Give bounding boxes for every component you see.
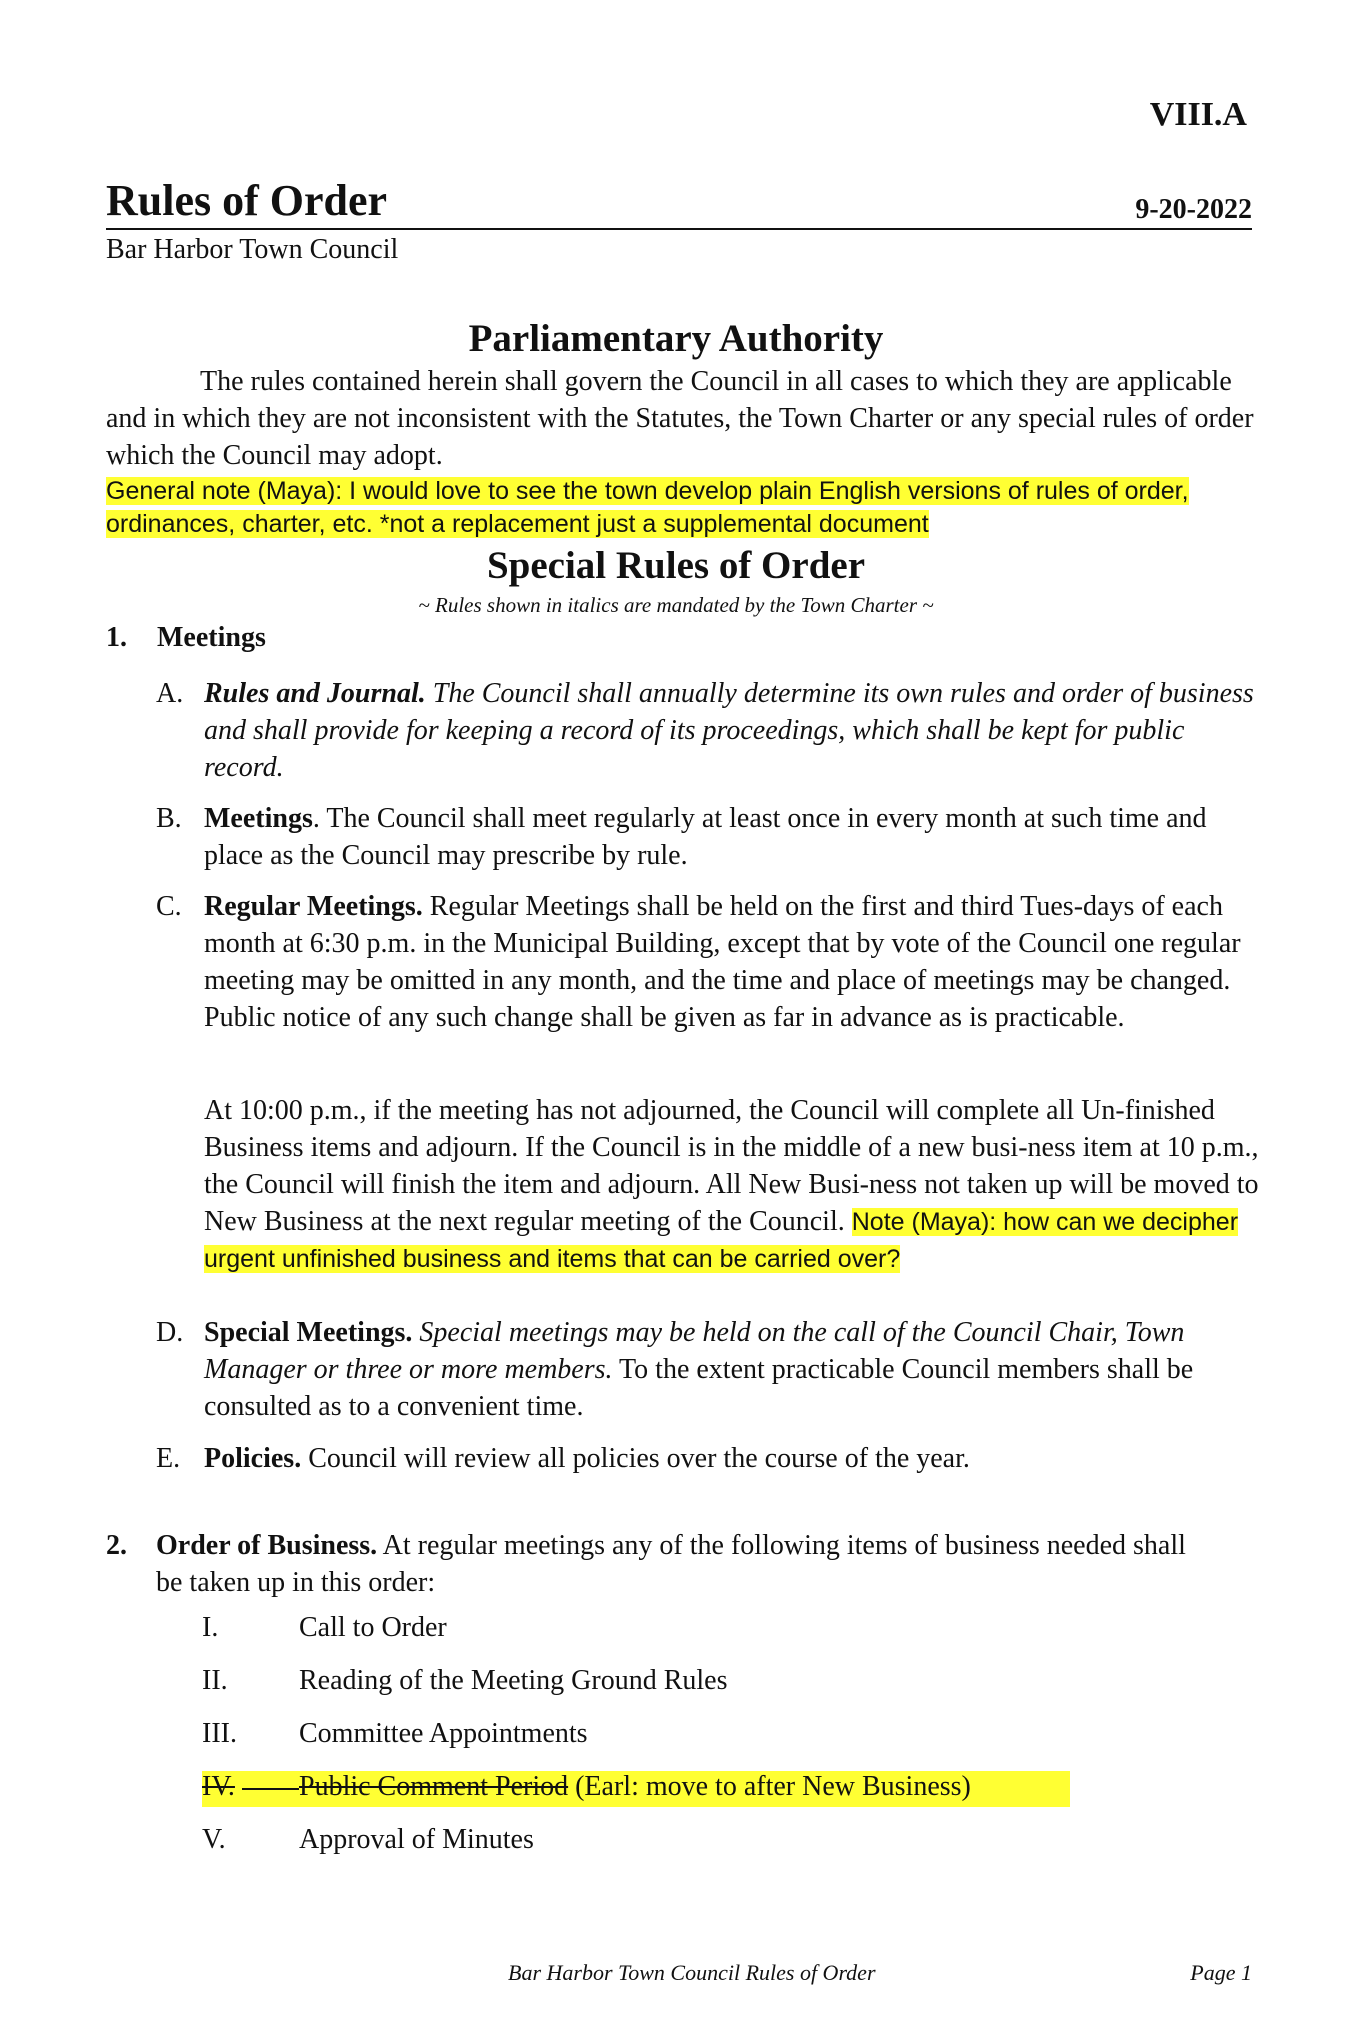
section-id: VIII.A (1149, 96, 1247, 133)
item-text-italic: Special meetings may be held on the call of the Council Chair, Town Manager or three or more members. (204, 1317, 1185, 1385)
earl-comment: (Earl: move to after New Business) (568, 1771, 971, 1802)
document-date: 9-20-2022 (1135, 194, 1252, 225)
section-1-number: 1. (106, 622, 127, 653)
general-note (106, 475, 1226, 541)
item-letter: B. (156, 803, 182, 834)
order-item-text: Approval of Minutes (299, 1824, 534, 1855)
order-item (202, 1612, 1102, 1652)
title-row (106, 178, 1252, 230)
item-text: At 10:00 p.m., if the meeting has not adjourned, the Council will complete all Un-finished Business items and adjourn. If the Council is in the middle of a new busi-ness item at 10 p.m., the Council will finish the item and adjourn. All New Busi-ness not taken up will be moved to New Business at the next regular meeting of the Council. (204, 1095, 1259, 1237)
item-text: . The Council shall meet regularly at least once in every month at such time and place as the Council may prescribe by rule. (204, 803, 1207, 871)
item-letter: A. (156, 678, 184, 709)
section-1-heading (106, 622, 266, 654)
maya-note: Note (Maya): how can we decipher urgent unfinished business and items that can be carried over? (204, 1208, 1239, 1273)
order-item-number: II. (202, 1665, 228, 1696)
item-text: Regular Meetings shall be held on the first and third Tues-days of each month at 6:30 p.m. in the Municipal Building, except that by vote of the Council one regular meeting may be omitted in any month, and the time and place of meetings may be changed. Public notice of any such change shall be given as far in advance as is practicable. (204, 891, 1241, 1033)
item-label: Meetings (204, 803, 313, 834)
rule-item-d (156, 1314, 1266, 1425)
item-text: Council will review all policies over the course of the year. (301, 1443, 970, 1474)
strike-line (242, 1788, 299, 1790)
rule-item-c-continued (156, 1092, 1266, 1277)
order-item-struck (202, 1771, 1070, 1807)
section-2 (106, 1527, 1206, 1601)
item-letter: D. (156, 1317, 184, 1348)
order-item-number: IV. (202, 1771, 235, 1802)
rule-item-c (156, 888, 1266, 1036)
item-text: To the extent practicable Council members shall be consulted as to a convenient time. (204, 1354, 1194, 1422)
section-2-intro: At regular meetings any of the following items of business needed shall be taken up in this order: (156, 1530, 1186, 1598)
special-subnote: ~ Rules shown in italics are mandated by the Town Charter ~ (418, 593, 934, 617)
order-item-number: III. (202, 1718, 237, 1749)
order-item (202, 1718, 1102, 1758)
rule-item-e (156, 1440, 1266, 1477)
document-subtitle: Bar Harbor Town Council (106, 234, 399, 265)
item-text: The Council shall annually determine its own rules and order of business and shall provide for keeping a record of its proceedings, which shall be kept for public record. (204, 678, 1254, 783)
rule-item-b (156, 800, 1266, 874)
order-item-text: Call to Order (299, 1612, 447, 1643)
order-item-text: Public Comment Period (299, 1771, 569, 1802)
page-number: Page 1 (1190, 1960, 1252, 1985)
order-item-number: I. (202, 1612, 219, 1643)
section-1-title: Meetings (157, 622, 266, 653)
order-item (202, 1665, 1102, 1705)
order-item-text: Reading of the Meeting Ground Rules (299, 1665, 728, 1696)
item-label: Policies. (204, 1443, 302, 1474)
item-label: Special Meetings. (204, 1317, 413, 1348)
item-letter: C. (156, 891, 182, 922)
footer-title: Bar Harbor Town Council Rules of Order (508, 1960, 876, 1985)
special-heading: Special Rules of Order (486, 544, 866, 587)
order-item (202, 1824, 1102, 1864)
order-item-text: Committee Appointments (299, 1718, 588, 1749)
section-2-title: Order of Business. (156, 1530, 378, 1561)
document-title: Rules of Order (106, 176, 388, 225)
parliamentary-body: The rules contained herein shall govern the Council in all cases to which they are applicable and in which they are not inconsistent with the Statutes, the Town Charter or any special rules of order which the Council may adopt. (106, 366, 1254, 471)
general-note-text: General note (Maya): I would love to see the town develop plain English versions of rules of order, ordinances, charter, etc. *not a replacement just a supplemental document (106, 477, 1189, 538)
rule-item-a (156, 675, 1266, 786)
item-label: Rules and Journal. (204, 678, 426, 709)
order-item-number: V. (202, 1824, 226, 1855)
parliamentary-heading: Parliamentary Authority (468, 317, 884, 360)
item-letter: E. (156, 1443, 181, 1474)
item-label: Regular Meetings. (204, 891, 423, 922)
section-2-number: 2. (106, 1530, 127, 1561)
